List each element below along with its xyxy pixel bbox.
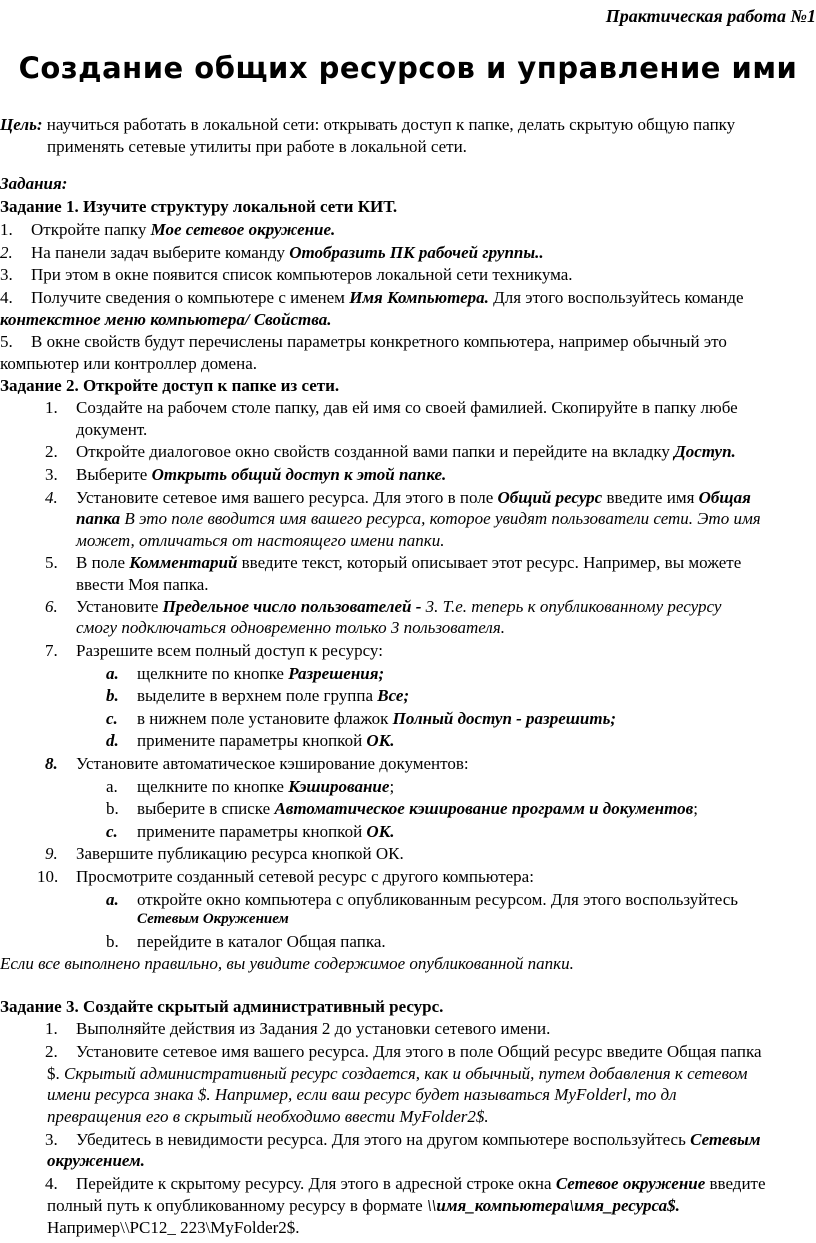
task2-item5-number: 5.: [45, 553, 58, 573]
task2-item10-number: 10.: [37, 866, 59, 886]
task3-item1: Выполняйте действия из Задания 2 до установки сетевого имени.: [76, 1019, 551, 1039]
task2-item9-number: 9.: [45, 844, 58, 864]
task2-item5-emph: Комментарий: [129, 553, 238, 573]
task2-item8b: [137, 798, 698, 819]
goal-line-1: [0, 114, 735, 135]
task3-item3-text: Убедитесь в невидимости ресурса. Для этого на другом компьютере воспользуйтесь: [76, 1129, 691, 1149]
task2-result: Если все выполнено правильно, вы увидите содержимое опубликованной папки.: [0, 954, 574, 974]
task3-item2-number: 2.: [45, 1041, 58, 1061]
task1-step3: При этом в окне появится список компьютеров локальной сети техникума.: [31, 265, 573, 285]
task2-item10: Просмотрите созданный сетевой ресурс с другого компьютера:: [76, 866, 534, 886]
task2-item7b: [137, 685, 409, 706]
task2-item3: [76, 464, 446, 485]
task2-item7d-letter: d.: [106, 731, 119, 751]
task2-item2-number: 2.: [45, 442, 58, 462]
task2-item7d-emph: ОК.: [366, 731, 395, 751]
task2-item7b-text: выделите в верхнем поле группа: [137, 686, 378, 706]
task2-item1-line2: документ.: [76, 419, 148, 439]
task1-step4: [31, 287, 744, 308]
task2-item7-number: 7.: [45, 641, 58, 661]
task2-item7d: [137, 730, 394, 751]
task2-item1: Создайте на рабочем столе папку, дав ей имя со своей фамилией. Скопируйте в папку любе: [76, 398, 738, 418]
task2-item8c-letter: c.: [106, 821, 118, 841]
task3-item3-number: 3.: [45, 1129, 58, 1149]
task3-item2-italic: Скрытый административный ресурс создается, как и обычный, путем добавления к сетевом: [59, 1063, 748, 1083]
task2-item7a: [137, 663, 384, 684]
task2-item7c: [137, 708, 616, 729]
task2-item8b-letter: b.: [106, 799, 119, 819]
task1-step4-number: 4.: [0, 288, 13, 308]
tasks-label: Задания:: [0, 174, 68, 194]
task1-heading: Задание 1. Изучите структуру локальной сети КИТ.: [0, 196, 398, 216]
task3-item4-path-format: \\имя_компьютера\имя_ресурса$.: [426, 1196, 680, 1216]
task2-item6-line2: смогу подключаться одновременно только 3 пользователя.: [76, 618, 505, 638]
task3-item4-line3: Например\\PC12_ 223\MyFolder2$.: [47, 1218, 300, 1237]
task3-item4-text-2: введите: [705, 1173, 766, 1193]
task2-item8b-emph: Автоматическое кэширование программ и документов: [274, 799, 694, 819]
work-title: Практическая работа №1: [605, 6, 816, 26]
task2-item7a-emph: Разрешения;: [288, 663, 385, 683]
task2-item7c-letter: c.: [106, 708, 118, 728]
page-title: Создание общих ресурсов и управление ими: [18, 51, 798, 85]
task3-item1-number: 1.: [45, 1019, 58, 1039]
task2-item3-text: Выберите: [76, 465, 152, 485]
task2-item1-number: 1.: [45, 398, 58, 418]
task2-item10b-letter: b.: [106, 931, 119, 951]
task1-step1-text: Откройте папку: [31, 220, 151, 240]
task2-item4-emph: Общий ресурс: [497, 487, 603, 507]
task3-item3: [76, 1129, 760, 1150]
task1-step1-emph: Мое сетевое окружение.: [150, 220, 336, 240]
task1-step2: [31, 242, 544, 263]
task1-step4-line2: контекстное меню компьютера/ Свойства.: [0, 309, 332, 329]
task2-item9: Завершите публикацию ресурса кнопкой ОК.: [76, 844, 404, 864]
task2-item4-text: Установите сетевое имя вашего ресурса. Для этого в поле: [76, 487, 498, 507]
task3-item2: Установите сетевое имя вашего ресурса. Для этого в поле Общий ресурс введите Общая папка: [76, 1041, 762, 1061]
task2-item8c: [137, 821, 394, 842]
task2-item5-text-2: введите текст, который описывает этот ресурс. Например, вы можете: [237, 553, 742, 573]
task2-item4-emph-2: Общая: [698, 487, 751, 507]
task1-step4-text-2: Для этого воспользуйтесь команде: [488, 288, 744, 308]
task1-step4-text: Получите сведения о компьютере с именем: [31, 288, 350, 308]
task1-step1-number: 1.: [0, 220, 13, 240]
task2-item8a-text: щелкните по кнопке: [137, 776, 289, 796]
task2-item7c-text: в нижнем поле установите флажок: [137, 708, 393, 728]
task3-item4-emph: Сетевое окружение: [555, 1173, 706, 1193]
task2-item7b-emph: Все;: [377, 686, 410, 706]
task2-item7a-text: щелкните по кнопке: [137, 663, 289, 683]
task2-item8b-text: выберите в списке: [137, 799, 275, 819]
task1-step1: [31, 219, 335, 240]
task1-step4-emph: Имя Компьютера.: [349, 288, 489, 308]
task3-item2-line2: [47, 1063, 747, 1084]
task2-item8b-punct: ;: [693, 799, 698, 819]
task2-item7d-text: примените параметры кнопкой: [137, 731, 367, 751]
task3-item2-line3: имени ресурса знака $. Например, если ваш ресурс будет называться MyFolderl, то дл: [47, 1085, 677, 1105]
task2-item8c-emph: ОК.: [366, 821, 395, 841]
task1-step5-line2: компьютер или контроллер домена.: [0, 353, 258, 373]
task1-step5: В окне свойств будут перечислены параметры конкретного компьютера, например обычный это: [31, 332, 727, 352]
task2-item4-number: 4.: [45, 487, 58, 507]
task2-item6: [76, 596, 721, 617]
task1-step5-number: 5.: [0, 332, 13, 352]
task3-item4-line2: [47, 1195, 680, 1216]
goal-label: Цель:: [0, 115, 43, 134]
task2-item2: [76, 441, 736, 462]
task2-item5-line2: ввести Моя папка.: [76, 575, 209, 595]
task2-item6-number: 6.: [45, 596, 58, 616]
task2-item10a-line2: Сетевым Окружением: [137, 911, 289, 928]
task1-step2-emph: Отобразить ПК рабочей группы..: [289, 242, 544, 262]
task2-item4-line3: может, отличаться от настоящего имени папки.: [76, 530, 445, 550]
task2-item10b: перейдите в каталог Общая папка.: [137, 931, 386, 951]
task2-item6-italic: 3. Т.е. теперь к опубликованному ресурсу: [421, 596, 722, 616]
task2-item7b-letter: b.: [106, 686, 119, 706]
task2-item7a-letter: a.: [106, 663, 119, 683]
task2-item8a-letter: a.: [106, 776, 118, 796]
task2-item8c-text: примените параметры кнопкой: [137, 821, 367, 841]
task2-item7: Разрешите всем полный доступ к ресурсу:: [76, 641, 383, 661]
task2-item4-emph-3: папка: [76, 509, 121, 529]
task2-item4-line2: [76, 508, 761, 529]
task2-item8-number: 8.: [45, 753, 58, 773]
task2-item8a: [137, 776, 394, 797]
task3-item4-text-3: полный путь к опубликованному ресурсу в формате: [47, 1196, 427, 1216]
task2-item6-emph: Предельное число пользователей -: [162, 596, 422, 616]
task2-item4: [76, 487, 751, 508]
task3-heading: Задание 3. Создайте скрытый административный ресурс.: [0, 996, 444, 1016]
task1-step2-text: На панели задач выберите команду: [31, 242, 290, 262]
task3-item3-line2: окружением.: [47, 1151, 145, 1171]
task2-item3-number: 3.: [45, 465, 58, 485]
task2-item5-text: В поле: [76, 553, 130, 573]
goal-line-2: применять сетевые утилиты при работе в локальной сети.: [47, 137, 467, 156]
task1-step2-number: 2.: [0, 242, 13, 262]
task3-item4: [76, 1173, 766, 1194]
task2-item8: Установите автоматическое кэширование документов:: [76, 753, 469, 773]
task2-item3-emph: Открыть общий доступ к этой папке.: [151, 465, 447, 485]
task2-item5: [76, 552, 741, 573]
task2-item6-text: Установите: [76, 596, 163, 616]
task2-item10a-letter: a.: [106, 889, 119, 909]
task3-item4-text: Перейдите к скрытому ресурсу. Для этого в адресной строке окна: [76, 1173, 556, 1193]
task2-item8a-emph: Кэширование: [288, 776, 390, 796]
task3-item3-emph: Сетевым: [690, 1129, 761, 1149]
task2-item4-italic: В это поле вводится имя вашего ресурса, которое увидят пользователи сети. Это имя: [120, 509, 761, 529]
task3-item2-dollar: $.: [47, 1063, 60, 1083]
task3-item4-number: 4.: [45, 1173, 58, 1193]
task3-item2-line4: превращения его в скрытый необходимо ввести MyFolder2$.: [47, 1106, 489, 1126]
task1-step3-number: 3.: [0, 265, 13, 285]
task2-item2-emph: Доступ.: [674, 442, 736, 462]
task2-item8a-punct: ;: [389, 776, 395, 796]
task2-item7c-emph: Полный доступ - разрешить;: [392, 708, 617, 728]
task2-item2-text: Откройте диалоговое окно свойств созданной вами папки и перейдите на вкладку: [76, 442, 675, 462]
task2-heading: Задание 2. Откройте доступ к папке из сети.: [0, 375, 340, 395]
task2-item4-text-2: введите имя: [602, 487, 699, 507]
task2-item10a: откройте окно компьютера с опубликованным ресурсом. Для этого воспользуйтесь: [137, 889, 739, 909]
goal-text-1: научиться работать в локальной сети: открывать доступ к папке, делать скрытую общую папку: [42, 115, 736, 134]
